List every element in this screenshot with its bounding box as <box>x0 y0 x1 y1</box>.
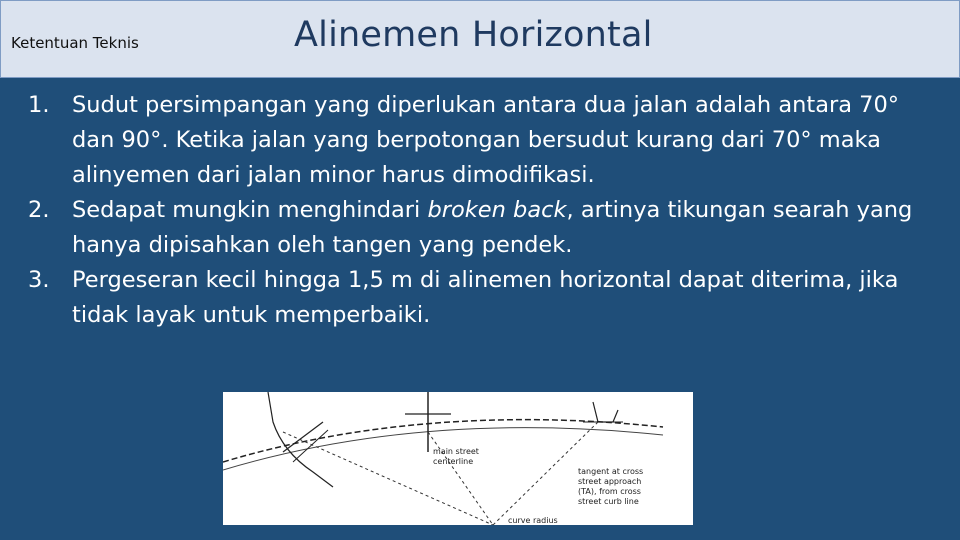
list-number: 1. <box>28 92 50 118</box>
label-main-street: main street <box>433 447 479 456</box>
list-text <box>72 193 928 263</box>
list-text-part: Sedapat mungkin menghindari <box>72 197 428 223</box>
label-curve: curve radius <box>508 516 558 525</box>
label-tangent: street curb line <box>578 497 639 506</box>
list-item <box>28 88 928 193</box>
list-number: 3. <box>28 267 50 293</box>
right-cross-street <box>593 402 618 422</box>
label-tangent: street approach <box>578 477 642 486</box>
list-number: 2. <box>28 197 50 223</box>
list-text: Pergeseran kecil hingga 1,5 m di alinemen horizontal dapat diterima, jika tidak layak untuk memperbaiki. <box>72 267 899 328</box>
page-title: Alinemen Horizontal <box>294 15 653 55</box>
list-text-part: , artinya tikungan searah yang hanya dipisahkan oleh tangen yang pendek. <box>72 197 913 258</box>
label-tangent: (TA), from cross <box>578 487 641 496</box>
numbered-list <box>28 88 928 333</box>
list-text: Sudut persimpangan yang diperlukan antara dua jalan adalah antara 70° dan 90°. Ketika jalan yang berpotongan bersudut kurang dari 70° maka alinyemen dari jalan minor harus dimodifikasi. <box>72 92 900 188</box>
list-item <box>28 193 928 263</box>
label-tangent: tangent at cross <box>578 467 644 476</box>
radius-line <box>283 432 493 525</box>
road-diagram <box>223 392 693 525</box>
section-label: Ketentuan Teknis <box>11 34 139 52</box>
label-centerline: centerline <box>433 457 474 466</box>
header-bar <box>0 0 960 78</box>
list-text-italic: broken back <box>427 197 567 223</box>
list-item <box>28 263 928 333</box>
road-diagram-figure <box>223 392 693 525</box>
